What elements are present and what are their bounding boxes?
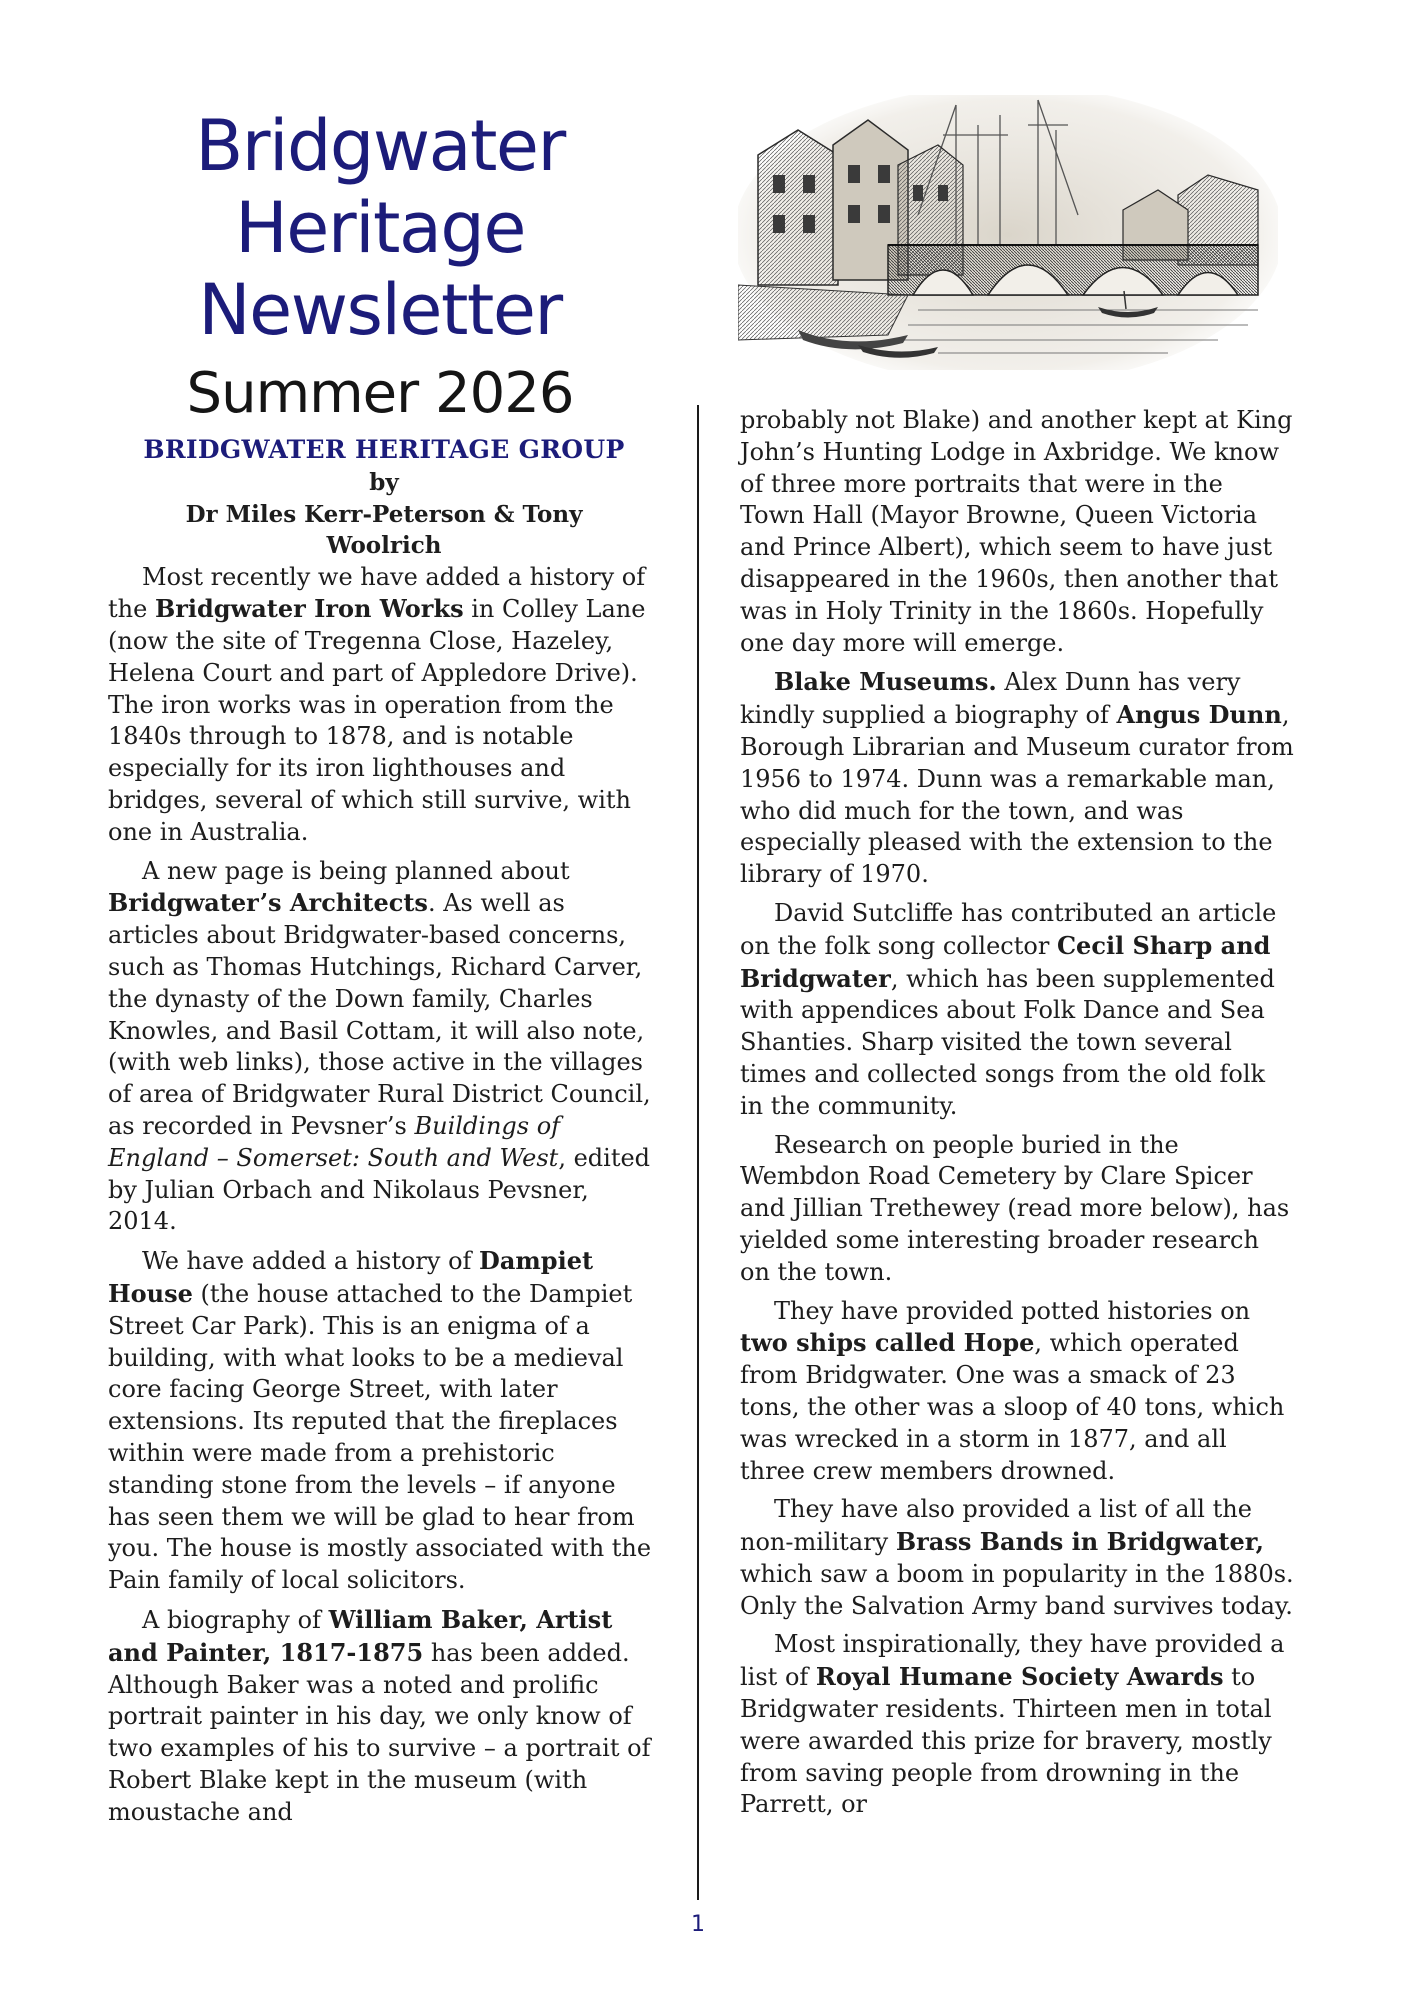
- bold-term: Blake Museums.: [774, 667, 997, 697]
- article-authors: Dr Miles Kerr-Peterson & Tony Woolrich: [185, 500, 583, 559]
- issue-date: Summer 2026: [186, 361, 574, 426]
- bold-term: William Baker, Artist and Painter, 1817-1875: [108, 1605, 613, 1667]
- newsletter-title-line-2: Newsletter: [198, 269, 562, 351]
- paragraph-cemetery-research: Research on people buried in the Wembdon Road Cemetery by Clare Spicer and Jillian Trethewey (read more below), has yielded some interesting broader research on the town.: [740, 1130, 1290, 1286]
- article-byline: by: [369, 469, 399, 496]
- article-title: BRIDGWATER HERITAGE GROUP: [143, 435, 625, 464]
- paragraph-ships-hope: They have provided potted histories on two ships called Hope, which operated from Bridgwater. One was a smack of 23 tons, the other was a sloop of 40 tons, which was wrecked in a storm in 1877, and all three crew members drowned.: [740, 1296, 1285, 1485]
- paragraph-iron-works: Most recently we have added a history of the Bridgwater Iron Works in Colley Lane (now the site of Tregenna Close, Hazeley, Helena Court and part of Appledore Drive). The iron works was in operation from the 1840s through to 1878, and is notable especially for its iron lighthouses and bridges, several of which still survive, with one in Australia.: [108, 562, 646, 846]
- bold-term: Brass Bands in Bridgwater,: [895, 1527, 1265, 1557]
- masthead: [100, 105, 660, 431]
- paragraph-william-baker: A biography of William Baker, Artist and Painter, 1817-1875 has been added. Although Baker was a noted and prolific portrait painter in his day, we only know of two examples of his to survive – a portrait of Robert Blake kept in the museum (with moustache and: [108, 1605, 651, 1826]
- bold-term: Cecil Sharp and Bridgwater: [740, 930, 1271, 993]
- article-heading: [108, 433, 660, 562]
- column-divider: [697, 405, 699, 1900]
- paragraph-dampiet-house: We have added a history of Dampiet House (the house attached to the Dampiet Street Car Park). This is an enigma of a building, with what looks to be a medieval core facing George Street, with later extensions. Its reputed that the fireplaces within were made from a prehistoric standing stone from the levels – if anyone has seen them we will be glad to hear from you. The house is mostly associated with the Pain family of local solicitors.: [108, 1246, 652, 1595]
- bold-term: Angus Dunn: [1116, 700, 1282, 730]
- newsletter-title-line-1: Bridgwater Heritage: [195, 105, 565, 269]
- bold-term: two ships called Hope: [740, 1328, 1035, 1358]
- bold-term: Bridgwater Iron Works: [154, 594, 464, 624]
- paragraph-baker-continued: probably not Blake) and another kept at King John’s Hunting Lodge in Axbridge. We know of three more portraits that were in the Town Hall (Mayor Browne, Queen Victoria and Prince Albert), which seem to have just disappeared in the 1960s, then another that was in Holy Trinity in the 1860s. Hopefully one day more will emerge.: [740, 406, 1293, 657]
- bold-term: Dampiet House: [108, 1246, 594, 1309]
- book-title: Buildings of England – Somerset: South and West: [108, 1112, 561, 1172]
- paragraph-cecil-sharp: David Sutcliffe has contributed an article on the folk song collector Cecil Sharp and Bridgwater, which has been supplemented with appendices about Folk Dance and Sea Shanties. Sharp visited the town several times and collected songs from the old folk in the community.: [740, 898, 1277, 1120]
- right-column: [740, 405, 1295, 1828]
- paragraph-brass-bands: They have also provided a list of all the non-military Brass Bands in Bridgwater, which saw a boom in popularity in the 1880s. Only the Salvation Army band survives today.: [740, 1495, 1294, 1620]
- paragraph-blake-museums: Blake Museums. Alex Dunn has very kindly supplied a biography of Angus Dunn, Borough Librarian and Museum curator from 1956 to 1974. Dunn was a remarkable man, who did much for the town, and was especially pleased with the extension to the library of 1970.: [740, 667, 1294, 889]
- page-number: 1: [691, 1912, 705, 1937]
- left-column: [108, 405, 660, 1836]
- bold-term: Royal Humane Society Awards: [815, 1662, 1224, 1692]
- bridgwater-bridge-engraving: [738, 95, 1278, 370]
- paragraph-humane-society: Most inspirationally, they have provided a list of Royal Humane Society Awards to Bridgwater residents. Thirteen men in total were awarded this prize for bravery, mostly from saving people from drowning in the Parrett, or: [740, 1630, 1285, 1819]
- paragraph-architects: A new page is being planned about Bridgwater’s Architects. As well as articles about Bridgwater-based concerns, such as Thomas Hutchings, Richard Carver, the dynasty of the Down family, Charles Knowles, and Basil Cottam, it will also note, (with web links), those active in the villages of area of Bridgwater Rural District Council, as recorded in Pevsner’s Buildings of England – Somerset: South and West, edited by Julian Orbach and Nikolaus Pevsner, 2014.: [108, 856, 651, 1236]
- bold-term: Bridgwater’s Architects: [108, 888, 428, 918]
